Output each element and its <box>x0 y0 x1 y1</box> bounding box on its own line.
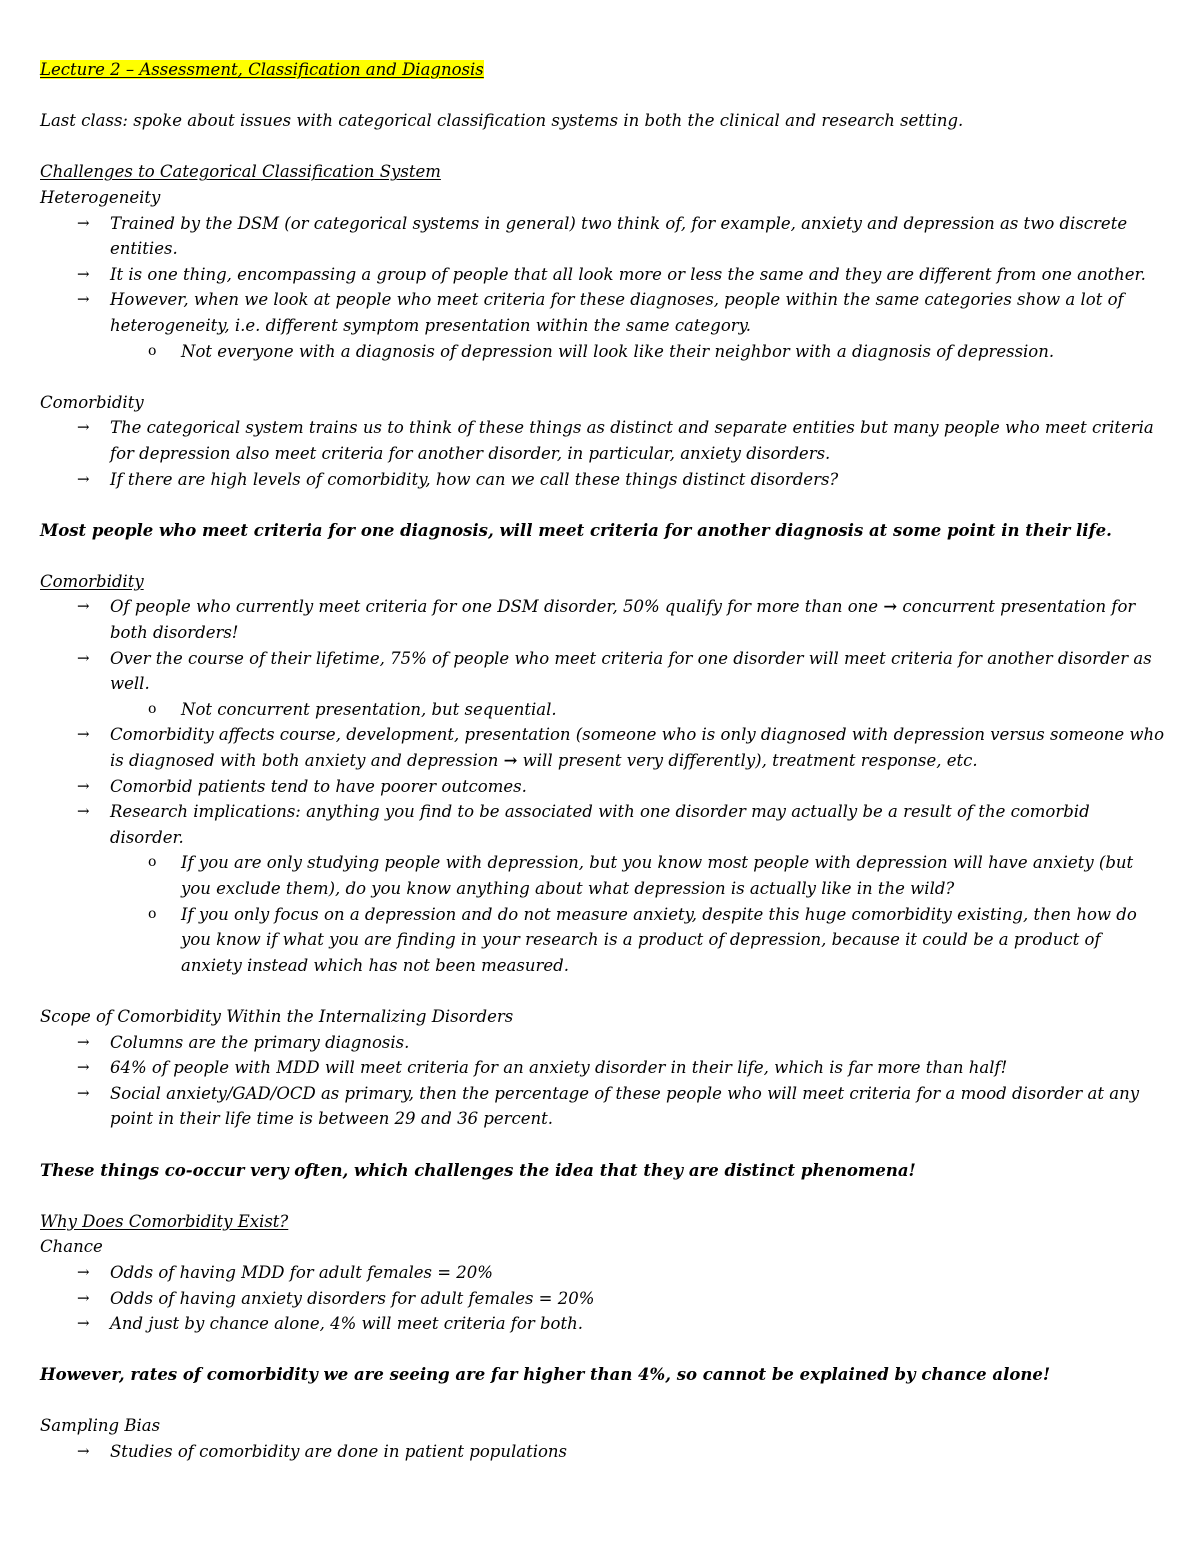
arrow-bullet-icon: → <box>77 802 90 821</box>
arrow-bullet-icon: → <box>77 1032 90 1051</box>
circle-bullet-icon: o <box>148 700 157 717</box>
list-item: → And just by chance alone, 4% will meet criteria for both. <box>40 1311 1165 1337</box>
intro-paragraph: Last class: spoke about issues with categorical classification systems in both the clinical and research setting. <box>40 111 964 131</box>
arrow-bullet-icon: → <box>77 264 90 283</box>
why-heading: Why Does Comorbidity Exist? <box>40 1211 289 1231</box>
challenges-heading: Challenges to Categorical Classification System <box>40 162 441 182</box>
arrow-bullet-icon: → <box>77 418 90 437</box>
right-arrow-icon: → <box>883 597 898 617</box>
list-item: → Columns are the primary diagnosis. <box>40 1030 1165 1056</box>
arrow-bullet-icon: → <box>77 1314 90 1333</box>
arrow-bullet-icon: → <box>77 1442 90 1461</box>
circle-bullet-icon: o <box>148 342 157 359</box>
scope-heading: Scope of Comorbidity Within the Internalizing Disorders <box>40 1006 514 1026</box>
key-statement: These things co-occur very often, which challenges the idea that they are distinct phenomena! <box>40 1160 916 1180</box>
arrow-bullet-icon: → <box>77 1083 90 1102</box>
lecture-title: Lecture 2 – Assessment, Classification and Diagnosis <box>40 60 484 79</box>
arrow-bullet-icon: → <box>77 648 90 667</box>
arrow-bullet-icon: → <box>77 290 90 309</box>
arrow-bullet-icon: → <box>77 1058 90 1077</box>
list-item: → Trained by the DSM (or categorical systems in general) two think of, for example, anxiety and depression as two discrete entities. <box>40 211 1165 262</box>
list-item: → If there are high levels of comorbidity, how can we call these things distinct disorders? <box>40 467 1165 493</box>
comorbidity-label: Comorbidity <box>40 392 144 412</box>
heterogeneity-label: Heterogeneity <box>40 187 161 207</box>
list-item: → Comorbid patients tend to have poorer outcomes. <box>40 774 1165 800</box>
circle-bullet-icon: o <box>148 905 157 922</box>
list-item: → Odds of having anxiety disorders for adult females = 20% <box>40 1286 1165 1312</box>
arrow-bullet-icon: → <box>77 469 90 488</box>
sub-list-item: o If you are only studying people with depression, but you know most people with depression will have anxiety (but you exclude them), do you know anything about what depression is actually like in the wild? <box>40 850 1165 901</box>
key-statement: Most people who meet criteria for one diagnosis, will meet criteria for another diagnosis at some point in their life. <box>40 520 1112 540</box>
list-item: → Comorbidity affects course, development, presentation (someone who is only diagnosed with depression versus someone who is diagnosed with both anxiety and depression → will present very differently), treatment response, etc. <box>40 722 1165 773</box>
comorbidity-heading: Comorbidity <box>40 571 144 591</box>
arrow-bullet-icon: → <box>77 597 90 616</box>
list-item: → It is one thing, encompassing a group of people that all look more or less the same and they are different from one another. <box>40 262 1165 288</box>
list-item: → However, when we look at people who meet criteria for these diagnoses, people within the same categories show a lot of heterogeneity, i.e. different symptom presentation within the same category. <box>40 287 1165 338</box>
right-arrow-icon: → <box>503 751 518 771</box>
arrow-bullet-icon: → <box>77 1288 90 1307</box>
list-item: → Research implications: anything you find to be associated with one disorder may actually be a result of the comorbid disorder. <box>40 799 1165 850</box>
arrow-bullet-icon: → <box>77 1262 90 1281</box>
list-item: → Of people who currently meet criteria for one DSM disorder, 50% qualify for more than one → concurrent presentation for both disorders! <box>40 594 1165 645</box>
list-item: → The categorical system trains us to think of these things as distinct and separate entities but many people who meet criteria for depression also meet criteria for another disorder, in particular, anxiety disorders. <box>40 415 1165 466</box>
sampling-label: Sampling Bias <box>40 1416 161 1436</box>
list-item: → Studies of comorbidity are done in patient populations <box>40 1439 1165 1465</box>
arrow-bullet-icon: → <box>77 213 90 232</box>
chance-label: Chance <box>40 1237 103 1257</box>
list-item: → Over the course of their lifetime, 75% of people who meet criteria for one disorder will meet criteria for another disorder as well. <box>40 646 1165 697</box>
document-page <box>40 57 1165 1465</box>
list-item: → Social anxiety/GAD/OCD as primary, then the percentage of these people who will meet criteria for a mood disorder at any point in their life time is between 29 and 36 percent. <box>40 1081 1165 1132</box>
circle-bullet-icon: o <box>148 854 157 871</box>
sub-list-item: o If you only focus on a depression and do not measure anxiety, despite this huge comorbidity existing, then how do you know if what you are finding in your research is a product of depression, because it could be a product of anxiety instead which has not been measured. <box>40 902 1165 979</box>
sub-list-item: o Not everyone with a diagnosis of depression will look like their neighbor with a diagnosis of depression. <box>40 339 1165 365</box>
list-item: → Odds of having MDD for adult females = 20% <box>40 1260 1165 1286</box>
arrow-bullet-icon: → <box>77 776 90 795</box>
key-statement: However, rates of comorbidity we are seeing are far higher than 4%, so cannot be explained by chance alone! <box>40 1365 1051 1385</box>
sub-list-item: o Not concurrent presentation, but sequential. <box>40 697 1165 723</box>
arrow-bullet-icon: → <box>77 725 90 744</box>
list-item: → 64% of people with MDD will meet criteria for an anxiety disorder in their life, which is far more than half! <box>40 1055 1165 1081</box>
